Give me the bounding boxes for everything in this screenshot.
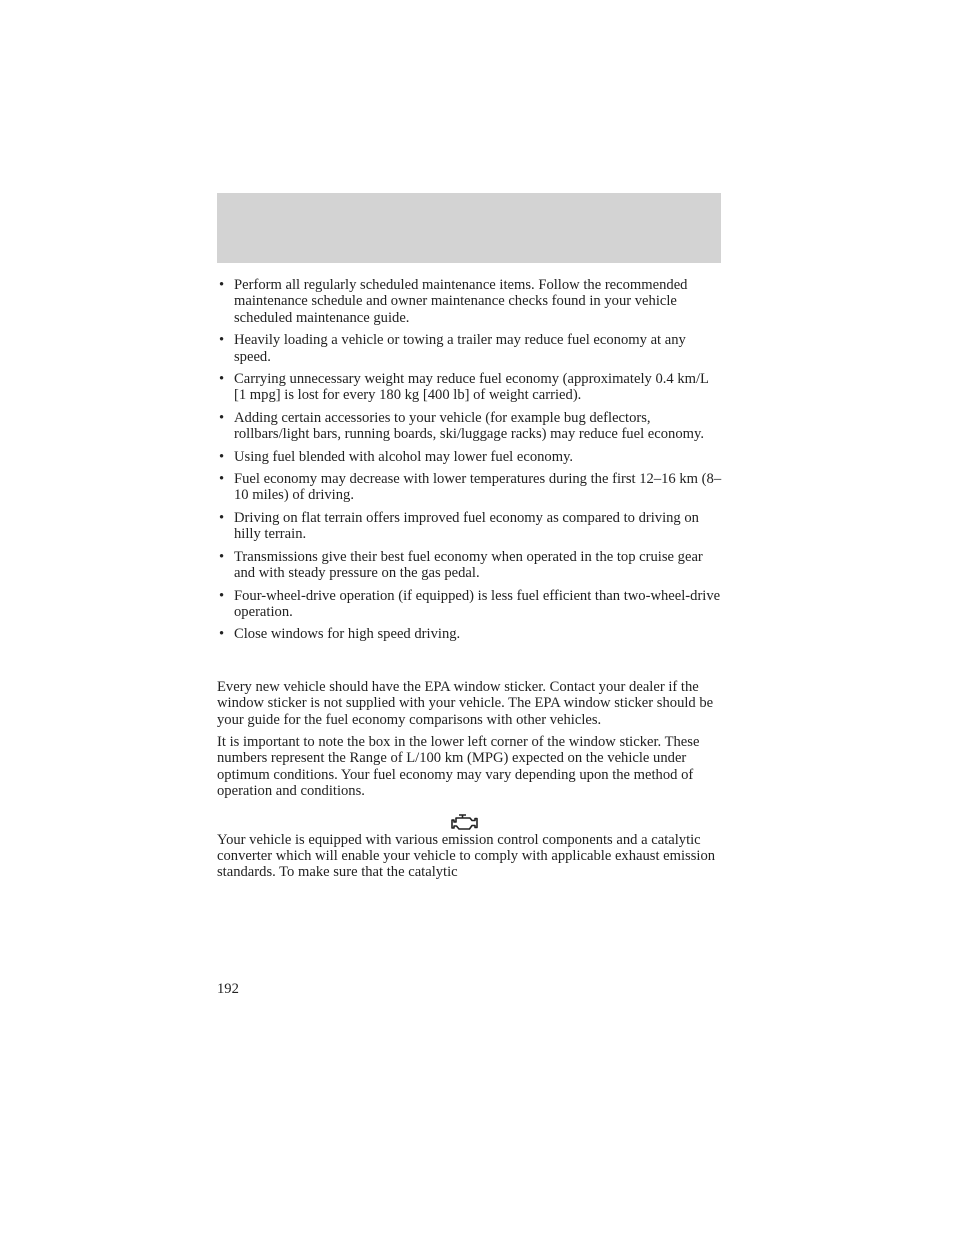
section-header-band <box>217 193 721 263</box>
page-number: 192 <box>217 981 239 997</box>
list-item <box>217 588 723 621</box>
maintenance-list <box>217 277 723 326</box>
epa-sticker-section <box>217 679 723 800</box>
list-item-text: Carrying unnecessary weight may reduce fuel economy (approximately 0.4 km/L [1 mpg] is lost for every 180 kg [400 lb] of weight carried). <box>234 371 709 404</box>
list-item <box>217 277 723 326</box>
list-item-text: Perform all regularly scheduled maintenance items. Follow the recommended maintenance schedule and owner maintenance checks found in your vehicle scheduled maintenance guide. <box>234 277 688 326</box>
list-item <box>217 410 723 443</box>
epa-paragraph-1: Every new vehicle should have the EPA window sticker. Contact your dealer if the window sticker is not supplied with your vehicle. The EPA window sticker should be your guide for the fuel economy comparisons with other vehicles. <box>217 678 714 728</box>
list-item <box>217 510 723 543</box>
list-item-text: Adding certain accessories to your vehicle (for example bug deflectors, rollbars/light bars, running boards, ski/luggage racks) may reduce fuel economy. <box>234 409 704 443</box>
bullet-glyph: • <box>219 277 225 293</box>
list-item-text: Four-wheel-drive operation (if equipped) is less fuel efficient than two-wheel-drive operation. <box>234 587 721 620</box>
list-item <box>217 332 723 365</box>
check-engine-icon <box>449 812 481 832</box>
emission-icon-row <box>217 806 723 832</box>
bullet-glyph: • <box>219 509 225 526</box>
list-item <box>217 549 723 582</box>
list-item-text: Using fuel blended with alcohol may lower fuel economy. <box>234 448 574 465</box>
emission-paragraph: Your vehicle is equipped with various emission control components and a catalytic converter which will enable your vehicle to comply with applicable exhaust emission standards. To make sure that the catalytic <box>217 831 716 881</box>
list-item <box>217 449 723 465</box>
list-item <box>217 471 723 504</box>
bullet-glyph: • <box>219 626 225 643</box>
list-item <box>217 626 723 642</box>
list-item-text: Close windows for high speed driving. <box>234 626 461 643</box>
fuel-conditions-list <box>217 332 723 643</box>
bullet-glyph: • <box>219 587 225 604</box>
list-item <box>217 371 723 404</box>
bullet-glyph: • <box>219 448 225 465</box>
list-item-text: Driving on flat terrain offers improved fuel economy as compared to driving on hilly terrain. <box>234 509 699 543</box>
bullet-glyph: • <box>219 548 225 565</box>
bullet-glyph: • <box>219 409 225 426</box>
epa-paragraph-2: It is important to note the box in the lower left corner of the window sticker. These numbers represent the Range of L/100 km (MPG) expected on the vehicle under optimum conditions. Your fuel economy may vary depending upon the method of operation and conditions. <box>217 733 700 800</box>
bullet-glyph: • <box>219 471 225 488</box>
bullet-glyph: • <box>219 371 225 388</box>
page-content <box>217 277 723 887</box>
list-item-text: Fuel economy may decrease with lower temperatures during the first 12–16 km (8–10 miles) of driving. <box>234 471 722 504</box>
list-item-text: Heavily loading a vehicle or towing a trailer may reduce fuel economy at any speed. <box>234 332 686 365</box>
list-item-text: Transmissions give their best fuel economy when operated in the top cruise gear and with steady pressure on the gas pedal. <box>234 548 703 582</box>
bullet-glyph: • <box>219 332 225 349</box>
